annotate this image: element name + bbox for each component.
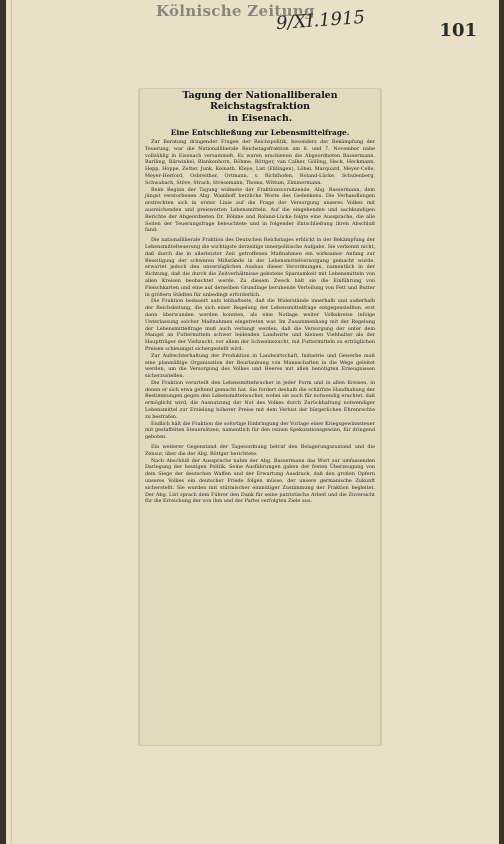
article-paragraph: Die Fraktion bedauert aufs lebhafteste, daß die Widerstände innerhalb und außerhalb der Reichsleitung, die sich einer Regelung der Lebensmittelfrage entgegenstellten, erst dann überwunden werden konnten, als eine Notlage weiter Volkskreise infolge Unterlassung solcher Maßnahmen eingetreten war. Im Zusammenhang mit der Regelung der Lebensmittelfrage muß auch verlangt werden, daß die Versorgung der unter dem Mangel an Futtermitteln schwer leidenden Landwirte und kleinen Viehhalter als der Hauptträger der Viehzucht, vor allem der Schweinezucht, mit Futtermitteln zu erträglichen Preisen schleunigst sichergestellt wird. [145, 298, 375, 352]
resolution-block [145, 237, 375, 441]
page-margin-line [11, 0, 12, 844]
article-paragraph: Zur Aufrechterhaltung der Produktion in Landwirtschaft, Industrie und Gewerbe muß eine planmäßige Organisation der Beurlaubung von Mannschaften in die Wege geleitet werden, um die Versorgung des Volkes und Heeres mit allen benötigten Erzeugnissen sicherzustellen. [145, 352, 375, 380]
newspaper-clipping [139, 89, 381, 745]
article-paragraph: Nach Abschluß der Aussprache nahm der Abg. Bassermann das Wort zur umfassenden Darlegung der heutigen Politik. Seine Ausführungen gaben der festen Überzeugung von dem Siege der deutschen Waffen und der Erwartung Ausdruck, daß den großen Opfern unseres Volkes ein deutscher Friede folgen müsse, der unsere germanische Zukunft sicherstellt. Sie wurden mit stürmischer einmütiger Zustimmung der Fraktion begleitet. Der Abg. List sprach dem Führer den Dank für seine patriotische Arbeit und die Zuversicht für die Erreichung der von ihm und der Partei verfolgten Ziele aus. [145, 457, 375, 505]
article-paragraph: Beim Beginn der Tagung widmete der Fraktionsvorsitzende, Abg. Bassermann, dem jüngst verstorbenen Abg. Wamhoff herzliche Worte des Gedenkens. Die Verhandlungen erstreckten sich in erster Linie auf die Frage der Versorgung unseres Volkes mit ausreichenden und preiswerten Lebensmitteln. Auf die eingehenden und sachkundigen Berichte der Abgeordneten Dr. Böhme und Roland-Lücke folgte eine Aussprache, die alle Seiten der Teuerungsfrage beleuchtete und in folgender Entschließung ihren Abschluß fand: [145, 186, 375, 234]
page-number: 101 [439, 20, 477, 41]
article-paragraph: Endlich hält die Fraktion die sofortige Einbringung der Vorlage einer Kriegsgewinnsteuer mit gestaffelten Steuersätzen, namentlich für den reinen Spekulationsgewinn, für dringend geboten. [145, 420, 375, 441]
article-paragraph: Ein weiterer Gegenstand der Tagesordnung betraf den Belagerungszustand und die Zensur, über die der Abg. Böttger berichtete. [145, 444, 375, 457]
article-subheadline: Eine Entschließung zur Lebensmittelfrage. [170, 128, 350, 137]
article-paragraph: Zur Beratung dringender Fragen der Reichspolitik, besonders der Bekämpfung der Teuerung, war die Nationalliberale Reichstagsfraktion am 6. und 7. November nahe vollzählig in Eisenach versammelt. Es waren erschienen die Abgeordneten Bassermann, Barlling, Bärwinkel, Blankenhorn, Böhme, Böttger, van Calker, Gölling, Heck, Heckmann, Hepp, Hoppe, Zetter, Junk, Keinath, Kleye, List (Eßlingen), Löbel, Marquard, Meyer-Celle, Meyer-Herford, Osbreither, Ortmann, v. Richthofen, Roland-Lücke, Schulenberg, Schwabach, Stöve, Strack, Stresemann, Thoma, Wittum, Zimmermann. [145, 139, 375, 186]
handwritten-date: 9/XI.1915 [275, 6, 366, 35]
article-paragraph: Die Fraktion verurteilt den Lebensmittelwucher in jeder Form und in allen Kreisen, in denen er sich etwa geltend gemacht hat. Sie fordert deshalb die schärfste Handhabung der Bestimmungen gegen den Lebensmittelwucher, wobei sie auch für notwendig erachtet, daß ermöglicht wird, die Ausnutzung der Not des Volkes durch Zurückhaltung notwendiger Lebensmittel zur Erzielung höherer Preise mit dem Verlust der bürgerlichen Ehrenrechte zu bestrafen. [145, 379, 375, 420]
article-headline-line-1: Tagung der Nationalliberalen Reichstagsfraktion [182, 90, 338, 112]
source-stamp: Kölnische Zeitung [156, 2, 315, 20]
article-paragraph: Die nationalliberale Fraktion des Deutschen Reichstages erblickt in der Bekämpfung der Lebensmittelteuerung die wichtigste derzeitige innerpolitische Aufgabe. Sie verkennt nicht, daß durch die in allerletzter Zeit getroffenen Maßnahmen ein wirksamer Anfang zur Beseitigung der schweren Mißstände in der Lebensmittelversorgung gemacht wurde, erwartet jedoch den unverzüglichen Ausbau dieser Verordnungen, namentlich in der Richtung, daß die durch die Zeitverhältnisse gebotene Sparsamkeit mit Lebensmitteln von allen Kreisen beobachtet werde. Zu diesem Zweck hält sie die Einführung von Fleischkarten und eine auf derselben Grundlage beruhende Verteilung von Fett und Butter in größern Städten für unbedingt erforderlich. [145, 237, 375, 298]
article-headline-line-2: in Eisenach. [227, 113, 293, 124]
